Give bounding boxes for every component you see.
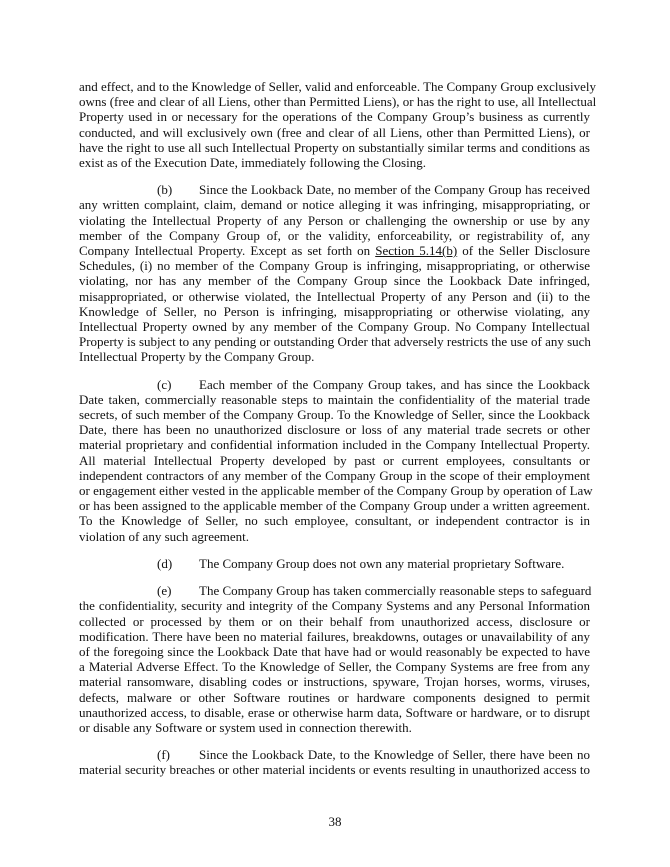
text-line bbox=[79, 598, 590, 613]
text-line bbox=[79, 243, 590, 258]
text-line bbox=[79, 529, 590, 544]
text-line bbox=[79, 140, 590, 155]
line-text: material ransomware, disabling codes or instructions, spyware, Trojan horses, worms, viruses, bbox=[79, 674, 590, 690]
line-text: exist as of the Execution Date, immediately following the Closing. bbox=[79, 155, 426, 171]
line-text: secrets, of such member of the Company Group. To the Knowledge of Seller, since the Lookback bbox=[79, 407, 590, 423]
line-text: Property is subject to any pending or outstanding Order that adversely restricts the use of any such bbox=[79, 334, 591, 350]
line-text: violating the Intellectual Property of any Person or challenging the ownership or use by any bbox=[79, 212, 590, 228]
text-line bbox=[79, 155, 590, 170]
line-text: independent contractors of any member of the Company Group in the scope of their employment bbox=[79, 467, 590, 483]
text-line bbox=[79, 289, 590, 304]
text-line bbox=[79, 407, 590, 422]
paragraph-label: (f) bbox=[157, 747, 170, 763]
line-text: The Company Group has taken commercially reasonable steps to safeguard bbox=[199, 583, 592, 599]
text-line bbox=[79, 125, 590, 140]
line-text: material proprietary and confidential information included in the Company Intellectual Property. bbox=[79, 437, 590, 453]
line-text: To the Knowledge of Seller, no such employee, consultant, or independent contractor is in bbox=[79, 513, 590, 529]
text-line bbox=[79, 513, 590, 528]
text-line bbox=[79, 422, 590, 437]
line-text: of the Seller Disclosure bbox=[462, 243, 590, 259]
text-line bbox=[79, 747, 590, 762]
text-line bbox=[79, 468, 590, 483]
text-line bbox=[79, 705, 590, 720]
text-line bbox=[79, 258, 590, 273]
text-line bbox=[79, 273, 590, 288]
paragraph-continued bbox=[79, 79, 597, 171]
text-line bbox=[79, 437, 590, 452]
line-text: of the foregoing since the Lookback Date that have had or would reasonably be expected to have bbox=[79, 643, 590, 659]
paragraph-d bbox=[79, 556, 590, 571]
paragraph-b bbox=[79, 182, 590, 364]
line-text: defects, malware or other Software routines or hardware components designed to permit bbox=[79, 689, 590, 705]
paragraph-label: (b) bbox=[157, 182, 173, 198]
text-line bbox=[79, 629, 590, 644]
text-line bbox=[79, 213, 590, 228]
paragraph-e bbox=[79, 583, 590, 735]
line-text: or engagement either vested in the applicable member of the Company Group by operation of Law bbox=[79, 483, 593, 499]
text-line bbox=[79, 304, 590, 319]
text-line bbox=[79, 94, 597, 110]
line-text: conducted, and will exclusively own (free and clear of all Liens, other than Permitted Liens), or bbox=[79, 124, 590, 140]
line-text: Company Intellectual Property. Except as set forth on bbox=[79, 243, 371, 259]
line-text: a Material Adverse Effect. To the Knowledge of Seller, the Company Systems are free from any bbox=[79, 659, 590, 675]
text-line bbox=[79, 319, 590, 334]
line-text: Since the Lookback Date, no member of the Company Group has received bbox=[199, 182, 590, 198]
line-text: or has been assigned to the applicable member of the Company Group under a written agreement. bbox=[79, 498, 590, 514]
paragraph-label: (c) bbox=[157, 376, 172, 392]
line-text: All material Intellectual Property developed by past or current employees, consultants or bbox=[79, 452, 590, 468]
line-text: misappropriated, or otherwise violated, the Intellectual Property of any Person and (ii) to the bbox=[79, 288, 590, 304]
line-text: Property used in or necessary for the operations of the Company Group’s business as currently bbox=[79, 109, 590, 125]
text-line bbox=[79, 109, 590, 124]
text-line bbox=[79, 197, 590, 212]
page-number: 38 bbox=[328, 814, 342, 829]
line-text: Each member of the Company Group takes, and has since the Lookback bbox=[199, 376, 590, 392]
text-line bbox=[79, 334, 590, 349]
line-text: Schedules, (i) no member of the Company Group is infringing, misappropriating, or otherwise bbox=[79, 258, 590, 274]
text-line bbox=[79, 762, 590, 777]
line-text: member of the Company Group of, or the validity, enforceability, or registrability of, any bbox=[79, 227, 590, 243]
text-line bbox=[79, 556, 590, 571]
text-line bbox=[79, 182, 590, 197]
text-line bbox=[79, 720, 590, 735]
line-text: Intellectual Property by the Company Group. bbox=[79, 349, 315, 365]
line-text: have the right to use all such Intellectual Property on substantially similar terms and conditions as bbox=[79, 139, 590, 155]
text-line bbox=[79, 377, 590, 392]
line-text: Date taken, commercially reasonable steps to maintain the confidentiality of the material trade bbox=[79, 391, 590, 407]
line-text: Since the Lookback Date, to the Knowledge of Seller, there have been no bbox=[199, 747, 590, 763]
line-text: Intellectual Property owned by any member of the Company Group. No Company Intellectual bbox=[79, 319, 590, 335]
document-body bbox=[79, 79, 597, 790]
text-line bbox=[79, 583, 590, 598]
line-text: The Company Group does not own any material proprietary Software. bbox=[199, 555, 565, 571]
text-line bbox=[79, 453, 590, 468]
line-text: violation of any such agreement. bbox=[79, 528, 250, 544]
paragraph-f bbox=[79, 747, 590, 777]
paragraph-c bbox=[79, 376, 593, 544]
section-reference-link[interactable]: Section 5.14(b) bbox=[375, 243, 458, 259]
text-line bbox=[79, 659, 590, 674]
text-line bbox=[79, 392, 590, 407]
text-line bbox=[79, 614, 590, 629]
line-text: violating, nor has any member of the Company Group since the Lookback Date infringed, bbox=[79, 273, 590, 289]
line-text: modification. There have been no material failures, breakdowns, outages or unavailability of any bbox=[79, 628, 590, 644]
text-line bbox=[79, 228, 590, 243]
line-text: and effect, and to the Knowledge of Seller, valid and enforceable. The Company Group exclusively bbox=[79, 79, 597, 94]
paragraph-label: (e) bbox=[157, 583, 172, 599]
line-text: the confidentiality, security and integrity of the Company Systems and any Personal Information bbox=[79, 598, 590, 614]
line-text: any written complaint, claim, demand or notice alleging it was infringing, misappropriating, or bbox=[79, 197, 590, 213]
text-line bbox=[79, 79, 597, 94]
text-line bbox=[79, 644, 590, 659]
paragraph-label: (d) bbox=[157, 555, 173, 571]
line-text: Date, there has been no unauthorized disclosure or loss of any material trade secrets or other bbox=[79, 422, 590, 438]
line-text: unauthorized access, to disable, erase or otherwise harm data, Software or hardware, or to disrupt bbox=[79, 704, 590, 720]
line-text: Knowledge of Seller, no Person is infringing, misappropriating or otherwise violating, any bbox=[79, 303, 590, 319]
text-line bbox=[79, 498, 590, 513]
line-text: collected or processed by them or on their behalf from unauthorized access, disclosure or bbox=[79, 613, 590, 629]
text-line bbox=[79, 690, 590, 705]
text-line bbox=[79, 483, 593, 499]
line-text: material security breaches or other material incidents or events resulting in unauthorized access to bbox=[79, 762, 590, 778]
text-line bbox=[79, 674, 590, 689]
line-text: or disable any Software or system used in connection therewith. bbox=[79, 719, 412, 735]
line-text: owns (free and clear of all Liens, other than Permitted Liens), or has the right to use, all Intellectual bbox=[79, 94, 597, 110]
text-line bbox=[79, 349, 590, 364]
